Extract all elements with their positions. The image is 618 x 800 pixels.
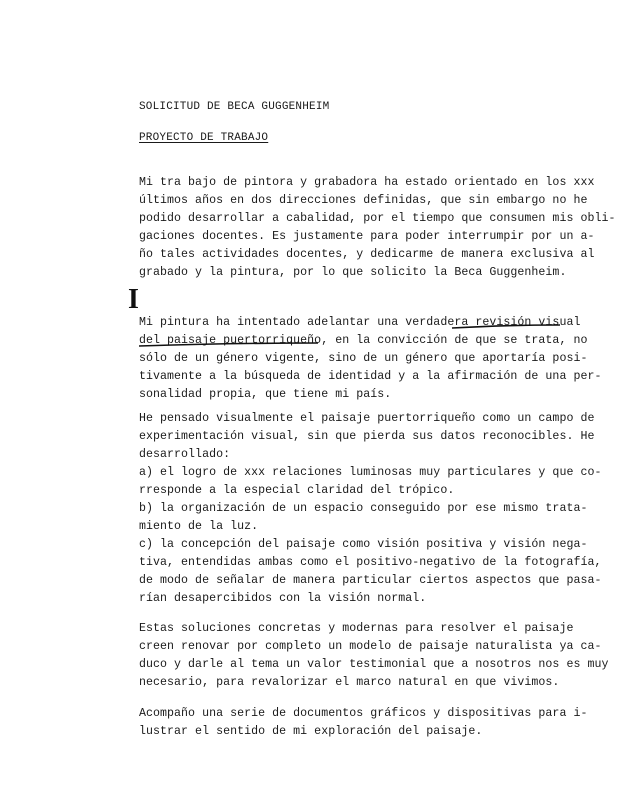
text-line: sólo de un género vigente, sino de un género que aportaría posi- — [139, 352, 588, 365]
list-item: c) la concepción del paisaje como visión positiva y visión nega- — [139, 538, 588, 551]
text-line: desarrollado: — [139, 448, 231, 461]
text-line: Acompaño una serie de documentos gráficos y dispositivas para i- — [139, 707, 588, 720]
text-line: Mi tra bajo de pintora y grabadora ha estado orientado en los xxx — [139, 176, 595, 189]
text-line: grabado y la pintura, por lo que solicito la Beca Guggenheim. — [139, 266, 567, 279]
text-line: duco y darle al tema un valor testimonial que a nosotros nos es muy — [139, 658, 609, 671]
text-line: necesario, para revalorizar el marco natural en que vivimos. — [139, 676, 560, 689]
list-item: b) la organización de un espacio conseguido por ese mismo trata- — [139, 502, 588, 515]
text-line: gaciones docentes. Es justamente para poder interrumpir por un a- — [139, 230, 595, 243]
text-line: tivamente a la búsqueda de identidad y a la afirmación de una per- — [139, 370, 602, 383]
text-line: tiva, entendidas ambas como el positivo-negativo de la fotografía, — [139, 556, 602, 569]
text-line: creen renovar por completo un modelo de paisaje naturalista ya ca- — [139, 640, 602, 653]
text-line: rresponde a la especial claridad del trópico. — [139, 484, 455, 497]
list-item: a) el logro de xxx relaciones luminosas muy particulares y que co- — [139, 466, 602, 479]
text-line: miento de la luz. — [139, 520, 259, 533]
text-line: ño tales actividades docentes, y dedicarme de manera exclusiva al — [139, 248, 595, 261]
document-title: SOLICITUD DE BECA GUGGENHEIM — [139, 101, 330, 113]
text-line: del paisaje puertorriqueño, en la convicción de que se trata, no — [139, 334, 588, 347]
text-line: sonalidad propia, que tiene mi país. — [139, 388, 392, 401]
text-line: lustrar el sentido de mi exploración del paisaje. — [139, 725, 483, 738]
text-line: He pensado visualmente el paisaje puertorriqueño como un campo de — [139, 412, 595, 425]
text-line: Estas soluciones concretas y modernas para resolver el paisaje — [139, 622, 574, 635]
text-line: últimos años en dos direcciones definidas, que sin embargo no he — [139, 194, 588, 207]
text-line: rían desapercibidos con la visión normal. — [139, 592, 427, 605]
text-line: experimentación visual, sin que pierda sus datos reconocibles. He — [139, 430, 595, 443]
text-line: podido desarrollar a cabalidad, por el tiempo que consumen mis obli- — [139, 212, 616, 225]
document-subtitle: PROYECTO DE TRABAJO — [139, 132, 269, 144]
handwritten-section-mark: I — [128, 284, 139, 315]
text-line: Mi pintura ha intentado adelantar una verdadera revisión visual — [139, 316, 581, 329]
text-line: de modo de señalar de manera particular ciertos aspectos que pasa- — [139, 574, 602, 587]
